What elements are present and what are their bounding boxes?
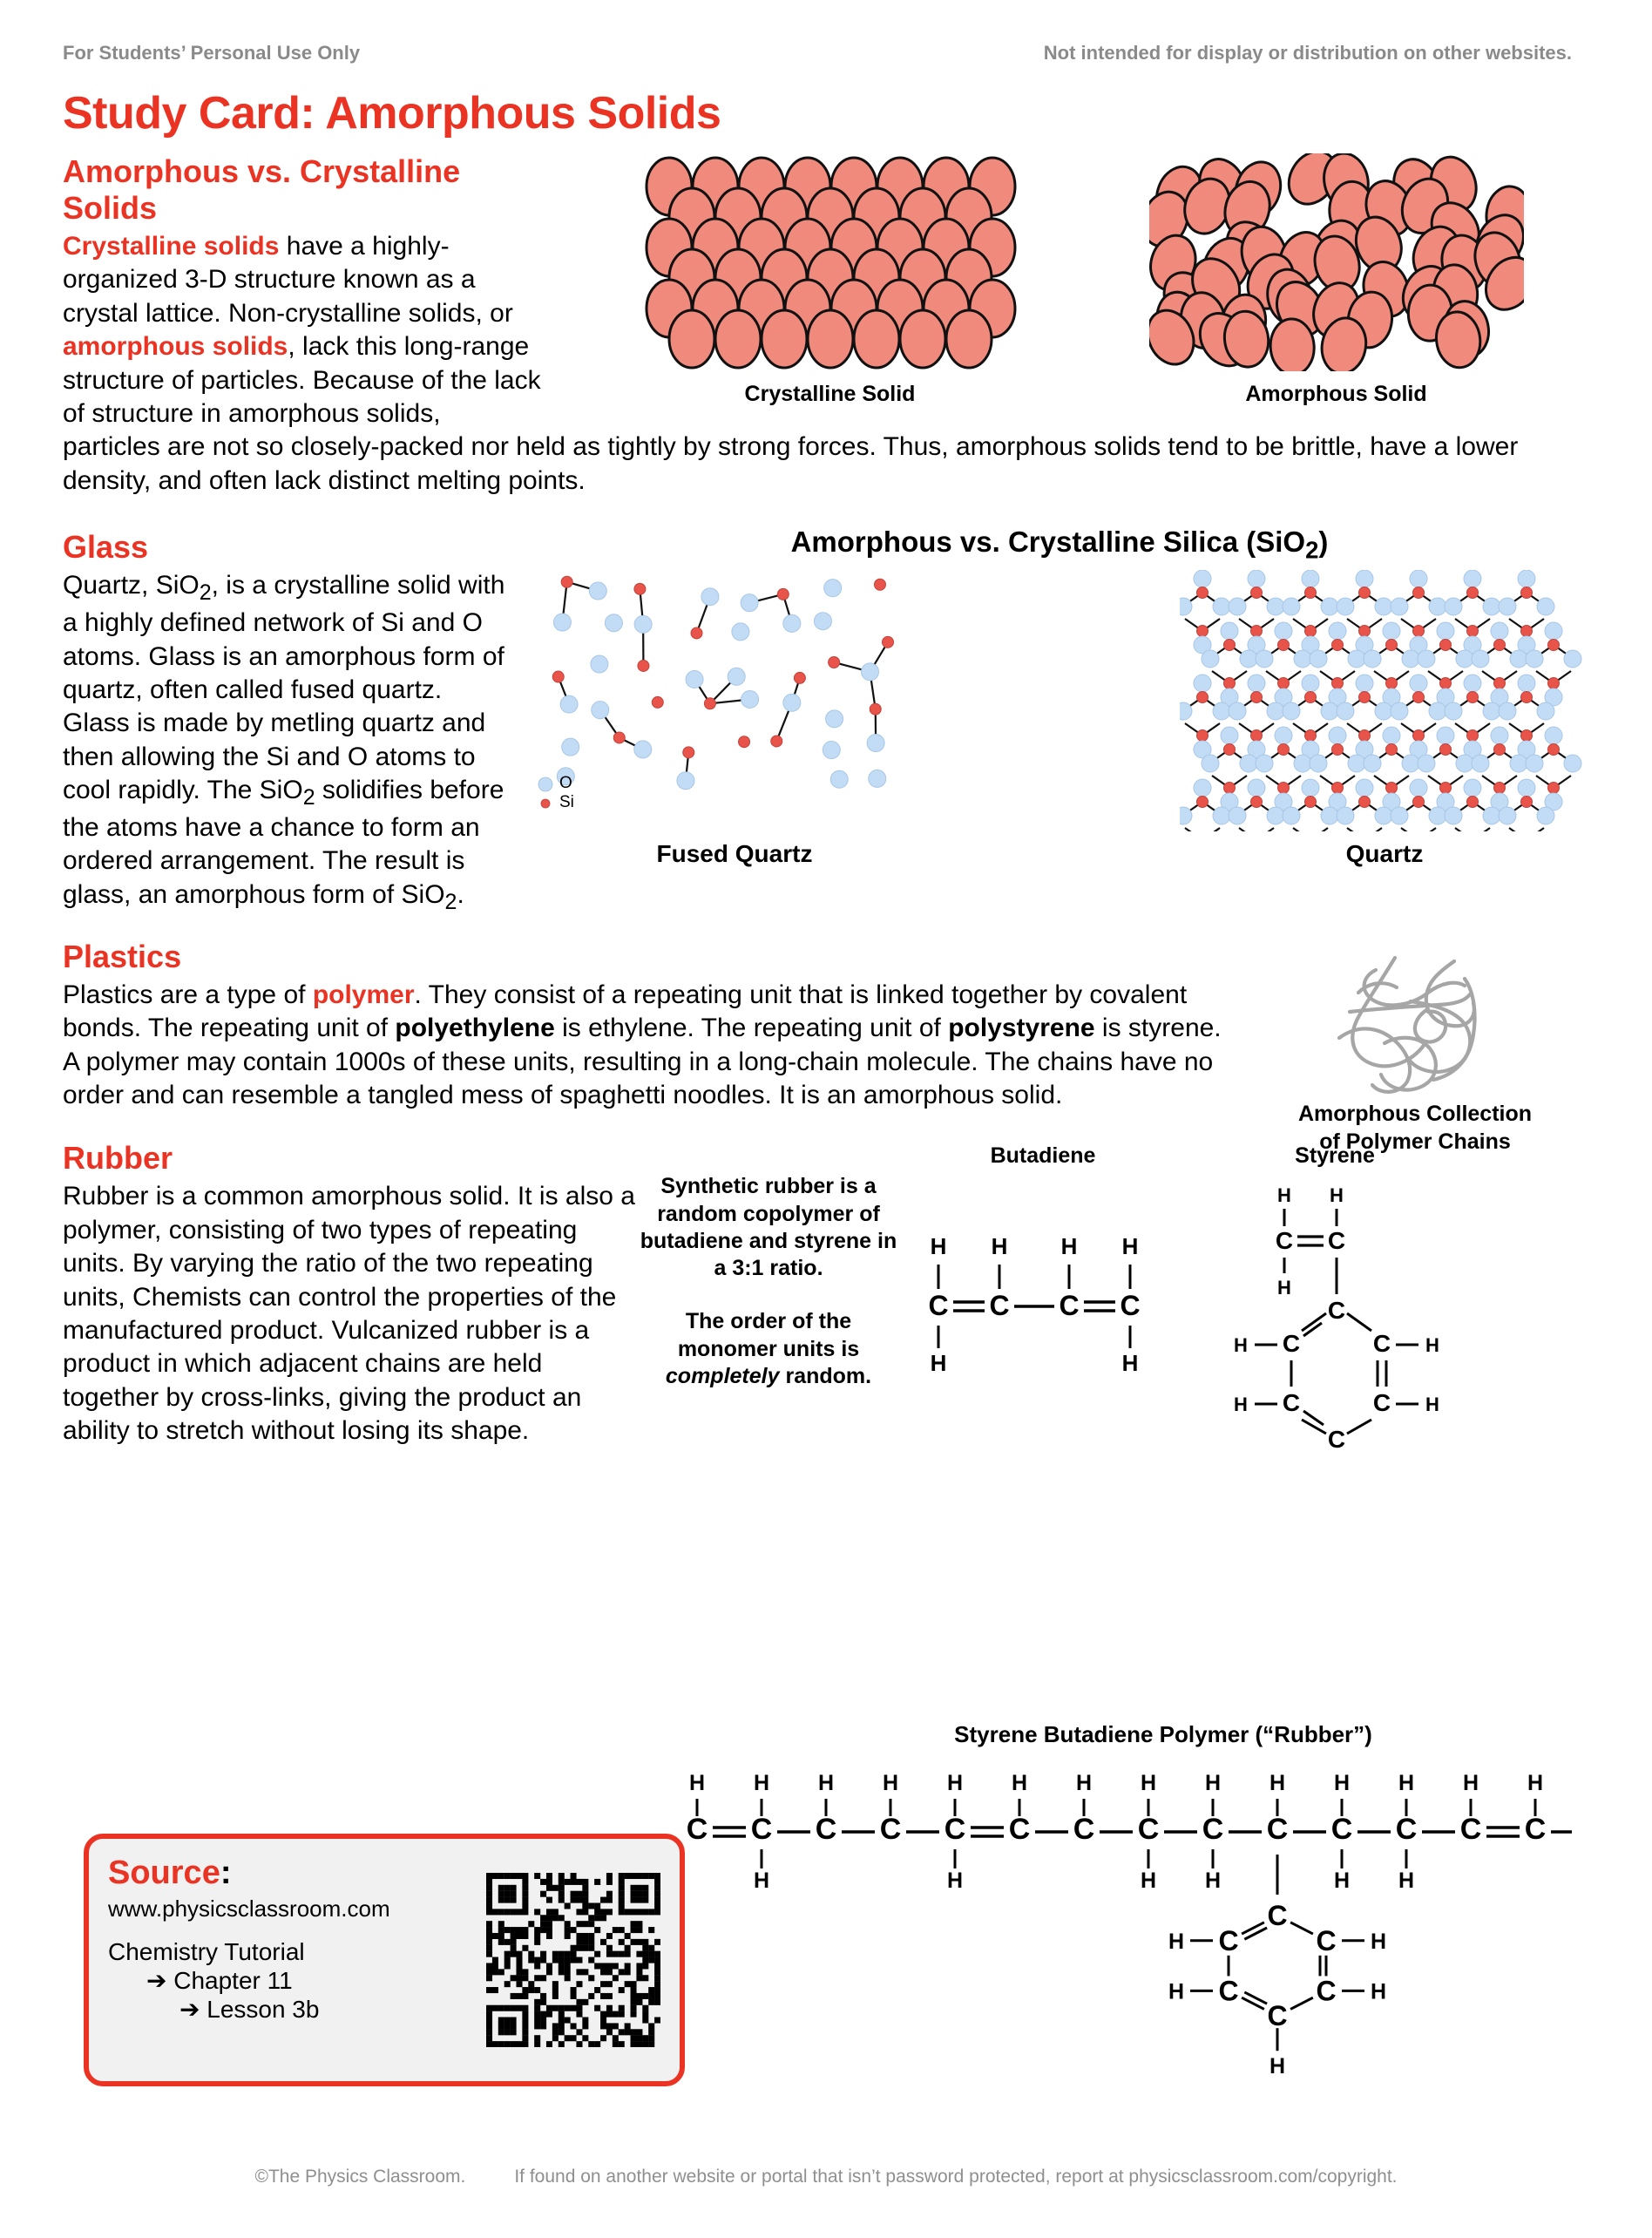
rubber-note-block — [638, 1143, 899, 1390]
rubber-note-2a: The order of the monomer units is — [677, 1309, 860, 1361]
svg-text:C: C — [686, 1813, 708, 1846]
caption-amorphous-solid: Amorphous Solid — [1245, 382, 1427, 406]
svg-text:H: H — [1333, 1771, 1351, 1795]
svg-text:H: H — [930, 1350, 947, 1377]
rubber-paragraph: Rubber is a common amorphous solid. It is also a polymer, consisting of two types of repeating units. By varying the ratio of the two repeating units, Chemists can control the properties of the manufactured product. Vulcanized rubber is a product in which adjacent chains are held together by cross-links, giving the product an ability to stretch without losing its shape. — [63, 1182, 635, 1446]
svg-text:C: C — [1008, 1813, 1031, 1846]
rubber-note-2-emphasis: completely — [665, 1363, 780, 1388]
amorphous-paragraph-part2: particles are not so closely-packed nor held as tightly by strong forces. Thus, amorphous solids tend to be brittle, have a lower density, and often lack distinct melting points. — [63, 432, 1519, 495]
section-heading-plastics: Plastics — [63, 938, 182, 974]
svg-text:H: H — [1277, 1277, 1291, 1299]
amorphous-text-2: , lack this long-range structure of particles. Because of the lack of structure in amorphous solids, — [63, 332, 541, 428]
source-lesson: ➔ Lesson 3b — [179, 1996, 320, 2023]
source-heading-text: Source — [108, 1855, 220, 1891]
svg-text:C: C — [1282, 1389, 1301, 1417]
section-amorphous-vs-crystalline — [63, 145, 1589, 498]
svg-text:C: C — [1266, 1813, 1289, 1846]
svg-text:C: C — [1372, 1330, 1391, 1358]
svg-text:C: C — [1267, 2000, 1288, 2032]
qr-code[interactable] — [486, 1873, 660, 2047]
svg-text:C: C — [1059, 1290, 1080, 1322]
rubber-note-2 — [638, 1308, 899, 1390]
plastics-paragraph — [63, 979, 1222, 1113]
section-glass — [63, 520, 1589, 916]
svg-text:H: H — [1121, 1350, 1139, 1377]
source-url[interactable]: www.physicsclassroom.com — [108, 1896, 390, 1922]
svg-text:H: H — [1140, 1868, 1157, 1893]
distribution-notice: Not intended for display or distribution on other websites. — [1043, 42, 1572, 64]
svg-text:H: H — [1075, 1771, 1093, 1795]
silica-title-a: Amorphous vs. Crystalline Silica (SiO — [790, 526, 1306, 559]
caption-quartz: Quartz — [1345, 839, 1424, 867]
svg-text:C: C — [989, 1290, 1010, 1322]
svg-text:C: C — [750, 1813, 773, 1846]
figure-crystalline-solid — [643, 153, 1018, 407]
glass-sub-b: 2 — [302, 785, 315, 810]
svg-text:C: C — [1073, 1813, 1095, 1846]
svg-text:H: H — [817, 1771, 835, 1795]
legend-item-silicon — [537, 793, 574, 812]
butadiene-structure-diagram — [899, 1169, 1187, 1387]
svg-text:H: H — [1204, 1868, 1222, 1893]
term-polyethylene: polyethylene — [395, 1014, 555, 1043]
term-polymer: polymer — [312, 980, 415, 1009]
title-butadiene: Butadiene — [990, 1143, 1096, 1169]
svg-text:H: H — [1204, 1771, 1222, 1795]
silica-title-sub: 2 — [1305, 536, 1319, 564]
amorphous-paragraph-part1 — [63, 230, 551, 431]
svg-text:H: H — [1370, 1979, 1387, 2004]
svg-text:C: C — [1372, 1389, 1391, 1417]
svg-text:C: C — [1275, 1227, 1294, 1255]
source-tutorial: Chemistry Tutorial — [108, 1938, 305, 1965]
styrene-butadiene-polymer-diagram — [680, 1748, 1647, 2079]
source-box — [84, 1834, 685, 2086]
svg-text:C: C — [1327, 1227, 1346, 1255]
svg-text:C: C — [1202, 1813, 1224, 1846]
svg-text:H: H — [1234, 1334, 1248, 1357]
rubber-note-1: Synthetic rubber is a random copolymer of butadiene and styrene in a 3:1 ratio. — [640, 1174, 897, 1281]
glass-sub-a: 2 — [199, 580, 212, 606]
silica-figure-title — [530, 526, 1589, 565]
svg-text:H: H — [946, 1868, 964, 1893]
figure-styrene-butadiene-polymer — [680, 1721, 1647, 2079]
svg-text:H: H — [1140, 1771, 1157, 1795]
amorphous-text-1: have a highly-organized 3-D structure known as a crystal lattice. Non-crystalline solids, or — [63, 232, 513, 328]
page-title: Study Card: Amorphous Solids — [63, 88, 721, 139]
svg-text:H: H — [882, 1771, 899, 1795]
svg-text:H: H — [1168, 1979, 1185, 2004]
svg-text:C: C — [1218, 1975, 1239, 2007]
svg-text:H: H — [1398, 1868, 1415, 1893]
svg-text:H: H — [1234, 1394, 1248, 1416]
svg-text:H: H — [1011, 1771, 1028, 1795]
crystalline-lattice-diagram — [643, 153, 1018, 371]
glass-text-c: solidifies before the atoms have a chance to form an ordered arrangement. The result is glass, an amorphous form of SiO — [63, 776, 504, 909]
title-styrene-butadiene-polymer: Styrene Butadiene Polymer (“Rubber”) — [954, 1721, 1372, 1747]
term-crystalline-solids: Crystalline solids — [63, 232, 280, 261]
svg-text:C: C — [879, 1813, 902, 1846]
svg-text:H: H — [1398, 1771, 1415, 1795]
svg-text:C: C — [1524, 1813, 1547, 1846]
styrene-structure-diagram — [1187, 1169, 1483, 1456]
svg-text:H: H — [1370, 1929, 1387, 1954]
svg-text:C: C — [1327, 1426, 1346, 1454]
svg-text:H: H — [1060, 1233, 1078, 1260]
source-chapter: ➔ Chapter 11 — [146, 1967, 293, 1994]
svg-text:H: H — [1425, 1394, 1439, 1416]
solid-structure-figures — [577, 153, 1589, 407]
glass-sub-c: 2 — [444, 889, 457, 914]
svg-text:C: C — [1218, 1924, 1239, 1957]
footer-notice: If found on another website or portal that isn’t password protected, report at physicsclassroom.com/copyright. — [514, 2167, 1398, 2187]
svg-text:H: H — [991, 1233, 1008, 1260]
legend-item-oxygen — [537, 774, 574, 793]
glass-paragraph — [63, 569, 516, 916]
footer — [0, 2167, 1652, 2187]
svg-text:C: C — [1395, 1813, 1418, 1846]
svg-text:H: H — [946, 1771, 964, 1795]
svg-text:H: H — [1269, 1771, 1286, 1795]
svg-text:C: C — [1316, 1975, 1337, 2007]
title-styrene: Styrene — [1295, 1143, 1375, 1169]
svg-text:H: H — [1462, 1771, 1479, 1795]
svg-text:H: H — [1269, 2054, 1286, 2079]
silica-title-b: ) — [1318, 526, 1329, 559]
figure-butadiene — [899, 1143, 1187, 1387]
svg-text:H: H — [1527, 1771, 1544, 1795]
caption-polymer-chains-line2: of Polymer Chains — [1319, 1129, 1511, 1154]
amorphous-arrangement-diagram — [1149, 153, 1524, 371]
figure-polymer-chains — [1241, 951, 1589, 1155]
silica-legend — [537, 774, 574, 812]
svg-text:H: H — [753, 1868, 770, 1893]
svg-text:H: H — [1425, 1334, 1439, 1357]
header-bar — [63, 0, 1589, 64]
term-amorphous-solids: amorphous solids — [63, 332, 288, 362]
svg-text:C: C — [1137, 1813, 1160, 1846]
legend-label-silicon: Si — [559, 792, 574, 811]
svg-text:H: H — [1333, 1868, 1351, 1893]
svg-text:C: C — [1316, 1924, 1337, 1957]
caption-fused-quartz: Fused Quartz — [656, 839, 813, 867]
svg-text:H: H — [1330, 1184, 1344, 1207]
plastics-text-2: . They consist of a repeating unit that is linked together by covalent bonds. The repeating unit of — [63, 980, 1188, 1043]
tangled-polymer-chains-icon — [1324, 951, 1506, 1099]
footer-copyright: ©The Physics Classroom. — [254, 2167, 466, 2187]
svg-text:C: C — [1327, 1297, 1346, 1325]
figure-styrene — [1187, 1143, 1483, 1456]
section-heading-amorphous-vs-crystalline: Amorphous vs. Crystalline Solids — [63, 153, 461, 226]
plastics-text-1: Plastics are a type of — [63, 980, 313, 1009]
oxygen-atom-icon — [537, 775, 554, 792]
svg-text:H: H — [1277, 1184, 1291, 1207]
term-polystyrene: polystyrene — [948, 1014, 1095, 1043]
source-heading-colon: : — [220, 1855, 232, 1891]
figure-quartz — [1180, 570, 1589, 868]
section-heading-glass: Glass — [63, 529, 149, 566]
svg-text:C: C — [928, 1290, 949, 1322]
svg-text:H: H — [1168, 1929, 1185, 1954]
svg-text:H: H — [753, 1771, 770, 1795]
fused-quartz-network-diagram — [530, 570, 939, 831]
caption-polymer-chains-line1: Amorphous Collection — [1297, 1101, 1533, 1126]
svg-text:H: H — [930, 1233, 947, 1260]
student-use-notice: For Students’ Personal Use Only — [63, 42, 361, 64]
svg-text:H: H — [688, 1771, 706, 1795]
svg-text:C: C — [1120, 1290, 1141, 1322]
glass-text-b: , is a crystalline solid with a highly defined network of Si and O atoms. Glass is an amorphous form of quartz, often called fused quartz. Glass is made by metling quartz and then allowing the Si and O atoms to cool rapidly. The SiO — [63, 571, 505, 805]
glass-text-a: Quartz, SiO — [63, 571, 200, 600]
legend-label-oxygen: O — [559, 773, 572, 792]
silicon-atom-icon — [537, 794, 554, 811]
svg-text:C: C — [1459, 1813, 1482, 1846]
section-heading-rubber: Rubber — [63, 1140, 173, 1177]
svg-text:C: C — [944, 1813, 966, 1846]
figure-fused-quartz — [530, 570, 939, 868]
svg-text:C: C — [1282, 1330, 1301, 1358]
svg-text:C: C — [1267, 1900, 1288, 1931]
plastics-text-4: is styrene. A polymer may contain 1000s of these units, resulting in a long-chain molecule. The chains have no order and can resemble a tangled mess of spaghetti noodles. It is an amorphous solid. — [63, 1014, 1222, 1110]
svg-text:C: C — [1330, 1813, 1353, 1846]
section-plastics — [63, 938, 1589, 1154]
quartz-crystal-lattice-diagram — [1180, 570, 1589, 831]
svg-text:C: C — [815, 1813, 837, 1846]
figure-amorphous-solid — [1149, 153, 1524, 407]
glass-text-d: . — [457, 879, 464, 909]
plastics-text-3: is ethylene. The repeating unit of — [554, 1014, 949, 1043]
caption-crystalline-solid: Crystalline Solid — [744, 382, 916, 406]
svg-text:H: H — [1121, 1233, 1139, 1260]
source-heading — [108, 1855, 486, 1892]
section-rubber — [63, 1131, 1589, 1456]
rubber-note-2b: random. — [779, 1363, 872, 1388]
